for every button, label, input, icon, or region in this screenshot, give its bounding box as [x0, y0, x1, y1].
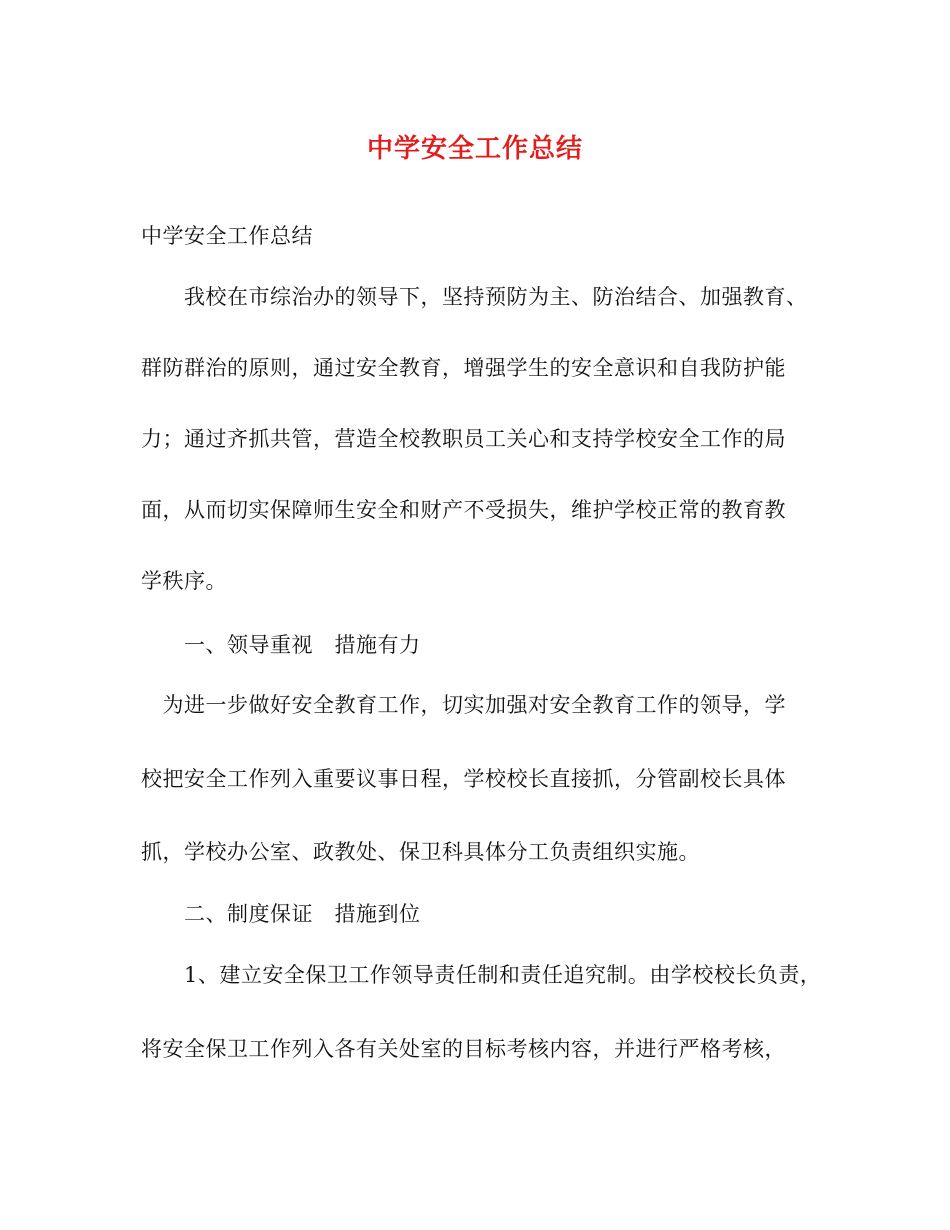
document-subtitle-line: 中学安全工作总结: [141, 224, 313, 248]
paragraph-line: 将安全保卫工作列入各有关处室的目标考核内容，并进行严格考核，: [141, 1037, 786, 1061]
document-title: 中学安全工作总结: [366, 134, 583, 164]
paragraph-line: 为进一步做好安全教育工作，切实加强对安全教育工作的领导，学: [141, 693, 786, 717]
paragraph-line: 校把安全工作列入重要议事日程，学校校长直接抓，分管副校长具体: [141, 767, 786, 791]
paragraph-line: 群防群治的原则，通过安全教育，增强学生的安全意识和自我防护能: [141, 356, 786, 380]
paragraph-line: 我校在市综治办的领导下，坚持预防为主、防治结合、加强教育、: [141, 285, 808, 309]
paragraph-line: 学秩序。: [141, 569, 227, 593]
paragraph-line: 1、建立安全保卫工作领导责任制和责任追究制。由学校校长负责，: [141, 963, 822, 987]
paragraph-line: 面，从而切实保障师生安全和财产不受损失，维护学校正常的教育教: [141, 498, 786, 522]
section-heading: 一、领导重视 措施有力: [141, 633, 421, 657]
section-heading: 二、制度保证 措施到位: [141, 902, 421, 926]
paragraph-line: 力；通过齐抓共管，营造全校教职员工关心和支持学校安全工作的局: [141, 427, 786, 451]
paragraph-line: 抓，学校办公室、政教处、保卫科具体分工负责组织实施。: [141, 840, 700, 864]
